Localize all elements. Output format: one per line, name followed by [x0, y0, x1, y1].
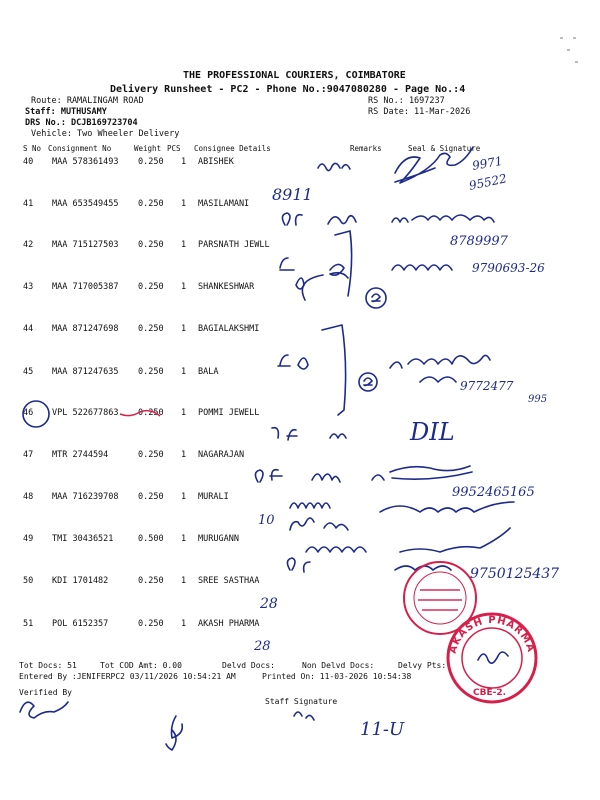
sno: 50 [23, 576, 34, 586]
consignee: SHANKESHWAR [198, 282, 255, 292]
consignee: MASILAMANI [198, 199, 250, 209]
pcs: 1 [181, 324, 187, 334]
consignee: PARSNATH JEWLL [198, 240, 270, 250]
pcs: 1 [181, 534, 187, 544]
col-consignment: Consignment No [48, 144, 112, 153]
handwritten-number: 9971 [471, 153, 504, 173]
signature-mark [392, 215, 494, 222]
entered-by: Entered By :JENIFERPC2 03/11/2026 10:54:21 AM [19, 672, 236, 681]
table-row [0, 408, 600, 418]
handwritten-note [290, 503, 330, 508]
consignment-no: POL 6152357 [52, 619, 109, 629]
table-row [0, 240, 600, 250]
staff: Staff: MUTHUSAMY [25, 107, 107, 117]
drs-number: DRS No.: DCJB169723704 [25, 118, 138, 128]
stamp-sub: CBE-2. [473, 688, 507, 698]
total-cod: Tot COD Amt: 0.00 [100, 661, 182, 670]
pcs: 1 [181, 619, 187, 629]
weight: 0.250 [138, 367, 164, 377]
pcs: 1 [181, 367, 187, 377]
sno: 49 [23, 534, 34, 544]
handwritten-number: 8911 [272, 185, 313, 204]
pcs: 1 [181, 576, 187, 586]
consignee: AKASH PHARMA [198, 619, 260, 629]
verified-by: Verified By [19, 688, 72, 697]
weight: 0.250 [138, 157, 164, 167]
consignment-no: MAA 871247635 [52, 367, 119, 377]
weight: 0.250 [138, 408, 164, 418]
weight: 0.250 [138, 619, 164, 629]
non-delivered-docs: Non Delvd Docs: [302, 661, 375, 670]
handwritten-note [372, 294, 380, 302]
col-seal: Seal & Signature [408, 144, 481, 153]
handwritten-note [364, 378, 372, 386]
handwritten-note [330, 264, 348, 278]
signature-mark [392, 265, 452, 270]
sno: 43 [23, 282, 34, 292]
handwritten-number: 9790693-26 [472, 261, 545, 275]
consignee: MURALI [198, 492, 229, 502]
consignee: SREE SASTHAA [198, 576, 260, 586]
col-pcs: PCS [167, 144, 181, 153]
pcs: 1 [181, 450, 187, 460]
handwritten-number: 28 [254, 639, 271, 654]
company-name: THE PROFESSIONAL COURIERS, COIMBATORE [183, 70, 406, 81]
printed-on: Printed On: 11-03-2026 10:54:38 [262, 672, 412, 681]
sno: 47 [23, 450, 34, 460]
sno: 48 [23, 492, 34, 502]
table-row [0, 367, 600, 377]
handwritten-note [294, 712, 314, 720]
weight: 0.250 [138, 199, 164, 209]
weight: 0.250 [138, 576, 164, 586]
handwritten-note [255, 470, 340, 482]
handwritten-note [306, 547, 366, 552]
sno: 41 [23, 199, 34, 209]
route: Route: RAMALINGAM ROAD [31, 96, 144, 106]
stamp-signature [478, 652, 508, 663]
handwritten-footer-note: 11-U [360, 719, 405, 740]
weight: 0.500 [138, 534, 164, 544]
table-row [0, 324, 600, 334]
pcs: 1 [181, 199, 187, 209]
weight: 0.250 [138, 324, 164, 334]
table-row [0, 282, 600, 292]
weight: 0.250 [138, 282, 164, 292]
signature-mark [395, 566, 451, 570]
table-row [0, 534, 600, 544]
staff-signature-label: Staff Signature [265, 697, 338, 706]
consignment-no: MAA 871247698 [52, 324, 119, 334]
sno: 42 [23, 240, 34, 250]
signature-mark [420, 377, 456, 382]
consignee: MURUGANN [198, 534, 239, 544]
col-consignee: Consignee Details [194, 144, 271, 153]
consignee: ABISHEK [198, 157, 234, 167]
handwritten-note [282, 213, 356, 225]
consignee: BALA [198, 367, 219, 377]
handwritten-number: 28 [260, 596, 278, 612]
signature-mark [380, 502, 514, 512]
handwritten-note [272, 428, 346, 440]
consignment-no: MTR 2744594 [52, 450, 109, 460]
consignment-no: MAA 716239708 [52, 492, 119, 502]
pcs: 1 [181, 240, 187, 250]
handwritten-number: 9750125437 [470, 566, 560, 582]
pcs: 1 [181, 157, 187, 167]
handwritten-dil: DIL [410, 418, 455, 446]
consignment-no: MAA 715127503 [52, 240, 119, 250]
handwritten-number: 9772477 [460, 379, 514, 393]
col-remarks: Remarks [350, 144, 382, 153]
stamp-name: AKASH PHARMA [447, 614, 537, 655]
table-row [0, 450, 600, 460]
weight: 0.250 [138, 492, 164, 502]
scan-marks [560, 38, 578, 62]
vehicle: Vehicle: Two Wheeler Delivery [31, 129, 180, 139]
table-row [0, 492, 600, 502]
delivered-docs: Delvd Docs: [222, 661, 275, 670]
handwritten-number: 95522 [467, 171, 508, 193]
weight: 0.250 [138, 450, 164, 460]
consignment-no: KDI 1701482 [52, 576, 109, 586]
rs-date: RS Date: 11-Mar-2026 [368, 107, 471, 117]
table-row [0, 619, 600, 629]
handwritten-number: 10 [258, 513, 275, 528]
pcs: 1 [181, 492, 187, 502]
staff-signature-mark [166, 716, 182, 750]
consignment-no: MAA 653549455 [52, 199, 119, 209]
handwritten-note [287, 558, 310, 572]
table-row [0, 199, 600, 209]
total-docs: Tot Docs: 51 [19, 661, 77, 670]
col-sno: S No [23, 144, 42, 153]
handwritten-note [290, 518, 348, 530]
consignee: BAGIALAKSHMI [198, 324, 260, 334]
table-row [0, 576, 600, 586]
col-weight: Weight [134, 144, 162, 153]
consignment-no: MAA 578361493 [52, 157, 119, 167]
consignee: POMMI JEWELL [198, 408, 260, 418]
handwritten-number: 9952465165 [452, 485, 535, 500]
verified-by-signature [20, 702, 68, 718]
sno: 44 [23, 324, 34, 334]
sno: 45 [23, 367, 34, 377]
pcs: 1 [181, 408, 187, 418]
delivery-points: Delvy Pts: [398, 661, 447, 670]
pcs: 1 [181, 282, 187, 292]
weight: 0.250 [138, 240, 164, 250]
consignment-no: VPL 522677863 [52, 408, 119, 418]
consignment-no: TMI 30436521 [52, 534, 114, 544]
consignee: NAGARAJAN [198, 450, 245, 460]
sno: 46 [23, 408, 34, 418]
struck-note [372, 466, 472, 480]
runsheet-title: Delivery Runsheet - PC2 - Phone No.:9047080280 - Page No.:4 [110, 84, 466, 95]
sno: 51 [23, 619, 34, 629]
consignment-no: MAA 717005387 [52, 282, 119, 292]
handwritten-number: 8789997 [450, 234, 508, 249]
handwritten-number: 995 [528, 394, 548, 405]
sno: 40 [23, 157, 34, 167]
table-row [0, 157, 600, 167]
rs-number: RS No.: 1697237 [368, 96, 445, 106]
